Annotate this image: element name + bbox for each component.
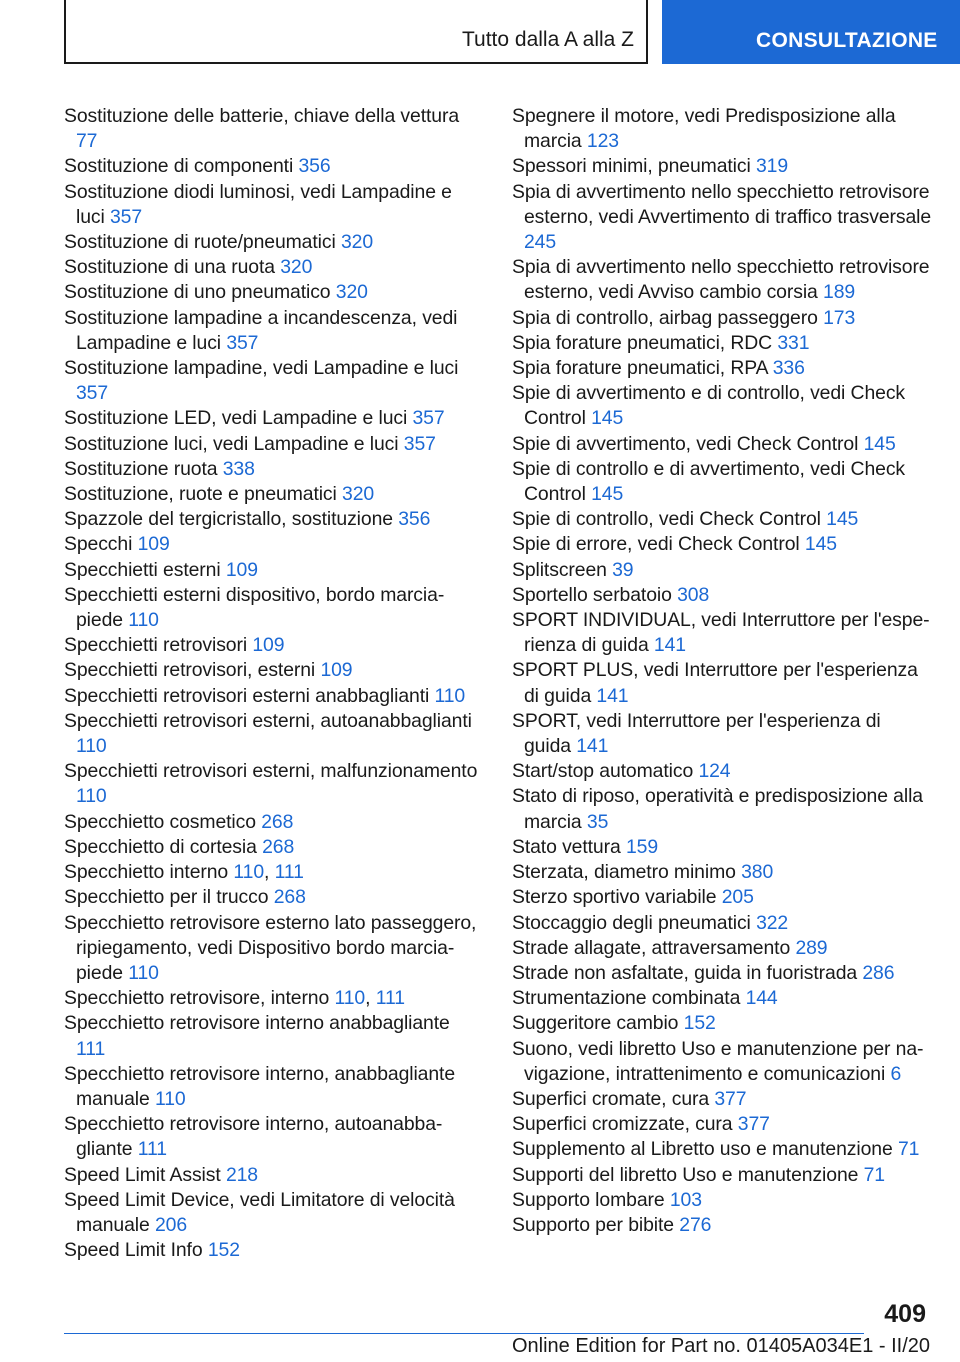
index-term: Spia di controllo, airbag passeggero (512, 306, 818, 329)
index-term: Sostituzione di componenti (64, 155, 294, 178)
index-term: Stoccaggio degli pneumatici (512, 911, 751, 934)
index-term: Supporto lombare (512, 1188, 665, 1211)
page-reference-link[interactable]: 144 (745, 987, 778, 1010)
index-entry (512, 885, 932, 910)
page-reference-link[interactable]: 111 (274, 861, 304, 884)
index-entry (64, 709, 484, 759)
index-entry (64, 810, 484, 835)
index-entry (64, 1188, 484, 1238)
index-term: Specchietti esterni dispositivo, bordo marciapiede (64, 583, 445, 632)
index-entry (64, 583, 484, 633)
index-term: Spie di errore, vedi Check Control (512, 533, 800, 556)
index-term: Strade allagate, attraversamento (512, 936, 791, 959)
index-term: Superfici cromate, cura (512, 1087, 710, 1110)
index-term: Specchietti esterni (64, 558, 221, 581)
page-reference-link[interactable]: 357 (412, 407, 445, 430)
page-reference-link[interactable]: 145 (804, 533, 837, 556)
index-entry (64, 633, 484, 658)
page-reference-link[interactable]: 145 (591, 483, 624, 506)
index-entry (512, 658, 932, 708)
page-reference-link[interactable]: 322 (756, 911, 789, 934)
index-term: SPORT PLUS, vedi Interruttore per l'esperienza di guida (512, 659, 918, 707)
index-entry (512, 104, 932, 154)
index-term: Sostituzione delle batterie, chiave della vettura (64, 105, 460, 127)
page-reference-link[interactable]: 377 (714, 1087, 747, 1110)
page-reference-link[interactable]: 356 (298, 155, 331, 178)
index-entry (512, 936, 932, 961)
page-reference-link[interactable]: 111 (137, 1138, 167, 1161)
index-entry (64, 558, 484, 583)
index-entry (64, 406, 484, 431)
index-term: Sostituzione lampadine, vedi Lampadine e luci (64, 357, 459, 380)
index-term: Spessori minimi, pneumatici (512, 155, 751, 178)
index-term: Splitscreen (512, 558, 607, 581)
index-term: Specchietto cosmetico (64, 810, 256, 833)
page-reference-link[interactable]: 109 (225, 558, 258, 581)
index-column-left (64, 104, 484, 1263)
index-entry (512, 986, 932, 1011)
page-reference-link[interactable]: 35 (586, 810, 609, 833)
index-term: Specchietti retrovisori, esterni (64, 659, 316, 682)
index-term: Specchietto retrovisore interno, anabbagliante manuale (64, 1062, 456, 1110)
page-reference-link[interactable]: 320 (342, 483, 375, 506)
index-term: Specchietto interno (64, 861, 229, 884)
page-reference-link[interactable]: 338 (222, 457, 255, 480)
page-reference-link[interactable]: 110 (128, 961, 159, 984)
page-reference-link[interactable]: 145 (863, 432, 896, 455)
index-entry (512, 154, 932, 179)
index-entry (64, 280, 484, 305)
page-reference-link[interactable]: 109 (320, 659, 353, 682)
page-reference-link[interactable]: 145 (591, 407, 624, 430)
index-entry (64, 230, 484, 255)
index-term: Spie di avvertimento, vedi Check Control (512, 432, 859, 455)
page-reference-link[interactable]: 377 (737, 1113, 770, 1136)
index-term: Specchietto retrovisore interno anabbagliante (64, 1012, 450, 1035)
index-term: Supporti del libretto Uso e manutenzione (512, 1163, 859, 1186)
index-term: Suono, vedi libretto Uso e manutenzione per navigazione, intrattenimento e comunicazioni (512, 1037, 924, 1085)
index-term: Stato vettura (512, 835, 621, 858)
chapter-title: CONSULTAZIONE (756, 29, 938, 52)
index-entry (512, 835, 932, 860)
index-entry (512, 1163, 932, 1188)
page-reference-link[interactable]: 320 (340, 231, 374, 254)
index-entry (512, 180, 932, 256)
index-term: Specchietti retrovisori esterni anabbaglianti (64, 684, 430, 707)
index-entry (512, 356, 932, 381)
index-entry (512, 911, 932, 936)
page-reference-link[interactable]: 110 (334, 987, 366, 1010)
index-term: Specchietti retrovisori esterni, malfunzionamento (64, 760, 478, 783)
index-entry (512, 860, 932, 885)
index-term: Specchietti retrovisori (64, 634, 248, 657)
index-term: Speed Limit Device, vedi Limitatore di velocità manuale (64, 1188, 455, 1236)
index-entry (64, 457, 484, 482)
index-term: Specchietto di cortesia (64, 835, 257, 858)
page-reference-link[interactable]: 110 (233, 861, 265, 884)
page-reference-link[interactable]: 319 (756, 155, 789, 178)
index-term: Speed Limit Assist (64, 1163, 221, 1186)
page-reference-link[interactable]: 111 (375, 987, 405, 1010)
page-reference-link[interactable]: 110 (434, 684, 466, 707)
page-reference-link[interactable]: 268 (273, 886, 306, 909)
index-term: Supplemento al Libretto uso e manutenzione (512, 1138, 893, 1161)
index-entry (512, 306, 932, 331)
page-reference-link[interactable]: 159 (625, 835, 659, 858)
index-term: Spie di avvertimento e di controllo, vedi Check Control (512, 382, 906, 430)
index-term: Sostituzione LED, vedi Lampadine e luci (64, 407, 408, 430)
page-reference-link[interactable]: 71 (863, 1163, 885, 1186)
index-entry (64, 482, 484, 507)
page-reference-link[interactable]: 110 (76, 735, 107, 758)
index-term: Speed Limit Info (64, 1239, 203, 1262)
index-term: Specchietti retrovisori esterni, autoanabbaglianti (64, 709, 472, 732)
page-reference-link[interactable]: 6 (890, 1062, 902, 1085)
page-reference-link[interactable]: 308 (677, 583, 710, 606)
page-reference-link[interactable]: 289 (795, 936, 828, 959)
index-term: Spie di controllo e di avvertimento, vedi Check Control (512, 457, 906, 506)
chapter-tab (662, 0, 960, 64)
section-title: Tutto dalla A alla Z (462, 28, 634, 51)
page-reference-link[interactable]: 218 (225, 1163, 258, 1186)
index-entry (64, 759, 484, 809)
index-term: Sostituzione ruota (64, 457, 218, 480)
index-entry (64, 835, 484, 860)
index-entry (64, 356, 484, 406)
index-entry (64, 180, 484, 230)
index-entry (64, 1011, 484, 1061)
index-term: Supporto per bibite (512, 1213, 674, 1236)
index-term: Sostituzione di uno pneumatico (64, 281, 331, 304)
index-entry (512, 784, 932, 834)
index-entry (64, 255, 484, 280)
page-reference-link[interactable]: 71 (897, 1138, 920, 1161)
page-reference-link[interactable]: 110 (76, 785, 107, 808)
page-reference-link[interactable]: 110 (128, 609, 159, 632)
footer-divider (64, 1333, 864, 1334)
page-reference-link[interactable]: 320 (335, 281, 368, 304)
index-term: Sostituzione diodi luminosi, vedi Lampadine e luci (64, 180, 452, 228)
index-entry (64, 1062, 484, 1112)
index-entry (64, 104, 484, 154)
page-reference-link[interactable]: 141 (653, 634, 686, 657)
index-term: Spia di avvertimento nello specchietto retrovisore esterno, vedi Avvertimento di traffico trasversale (512, 180, 932, 228)
index-term: Specchietto retrovisore esterno lato passeggero, ripiegamento, vedi Dispositivo bordo marciapiede (64, 911, 477, 984)
index-entry (512, 457, 932, 507)
index-term: Spia di avvertimento nello specchietto retrovisore esterno, vedi Avviso cambio corsia (512, 256, 930, 304)
page-reference-link[interactable]: 357 (76, 382, 109, 405)
index-entry (64, 306, 484, 356)
index-column-right (512, 104, 932, 1238)
page-reference-link[interactable]: 123 (586, 130, 619, 153)
page-reference-link[interactable]: 268 (261, 810, 294, 833)
index-term: Strumentazione combinata (512, 987, 741, 1010)
page-reference-link[interactable]: 152 (207, 1239, 240, 1262)
index-term: Sostituzione di ruote/pneumatici (64, 231, 336, 254)
index-entry (64, 885, 484, 910)
index-entry (512, 1011, 932, 1036)
page-reference-link[interactable]: 189 (823, 281, 856, 304)
page-reference-link[interactable]: 124 (698, 760, 731, 783)
page-reference-link[interactable]: 276 (679, 1213, 712, 1236)
page-reference-link[interactable]: 173 (823, 306, 856, 329)
page-reference-link[interactable]: 357 (403, 432, 436, 455)
page-reference-link[interactable]: 77 (76, 130, 98, 153)
page-number: 409 (884, 1300, 926, 1328)
page-reference-link[interactable]: 380 (741, 861, 774, 884)
index-term: Start/stop automatico (512, 760, 694, 783)
page-reference-link[interactable]: 109 (137, 533, 170, 556)
index-entry (512, 1188, 932, 1213)
index-entry (512, 961, 932, 986)
page-reference-link[interactable]: 336 (772, 357, 805, 380)
edition-note: Online Edition for Part no. 01405A034E1 - II/20 (511, 1335, 930, 1357)
page-reference-link[interactable]: 109 (252, 634, 285, 657)
index-entry (64, 154, 484, 179)
index-entry (64, 432, 484, 457)
index-term: Sportello serbatoio (512, 583, 672, 606)
page-reference-link[interactable]: 145 (826, 508, 859, 531)
index-entry (512, 331, 932, 356)
page-reference-link[interactable]: 357 (226, 331, 259, 354)
index-term: Specchietto retrovisore interno, autoanabbagliante (64, 1113, 443, 1161)
index-entry (512, 432, 932, 457)
index-term: Strade non asfaltate, guida in fuoristrada (512, 961, 858, 984)
index-entry (512, 1213, 932, 1238)
index-entry (64, 1112, 484, 1162)
index-entry (64, 532, 484, 557)
index-entry (64, 658, 484, 683)
index-term: SPORT, vedi Interruttore per l'esperienza di guida (512, 709, 881, 758)
index-term: Sostituzione di una ruota (64, 256, 275, 279)
index-entry (512, 532, 932, 557)
index-entry: Specchietto interno 110, 111 (64, 861, 304, 884)
index-entry (512, 558, 932, 583)
index-term: SPORT INDIVIDUAL, vedi Interruttore per l'esperienza di guida (512, 609, 930, 657)
index-term: Spegnere il motore, vedi Predisposizione alla marcia (512, 105, 896, 153)
page-reference-link[interactable]: 205 (721, 886, 754, 909)
index-term: Superfici cromizzate, cura (512, 1113, 733, 1136)
index-entry (512, 709, 932, 759)
index-term: Sostituzione lampadine a incandescenza, vedi Lampadine e luci (64, 306, 458, 354)
page-reference-link[interactable]: 320 (280, 256, 313, 279)
index-entry (512, 255, 932, 305)
index-term: Sostituzione, ruote e pneumatici (64, 483, 337, 506)
page-reference-link[interactable]: 357 (110, 205, 143, 228)
index-entry (512, 507, 932, 532)
index-entry (512, 583, 932, 608)
index-term: Sterzata, diametro minimo (512, 861, 736, 884)
page-reference-link[interactable]: 245 (524, 231, 557, 254)
index-entry (512, 1112, 932, 1137)
index-entry (512, 608, 932, 658)
index-term: Specchietto retrovisore, interno (64, 987, 330, 1010)
page-reference-link[interactable]: 141 (576, 735, 609, 758)
index-term: Specchi (64, 533, 133, 556)
index-entry (64, 1163, 484, 1188)
index-term: Specchietto per il trucco (64, 886, 269, 909)
page-reference-link[interactable]: 110 (154, 1087, 186, 1110)
index-term: Suggeritore cambio (512, 1012, 679, 1035)
page-reference-link[interactable]: 206 (154, 1213, 188, 1236)
index-term: Spia forature pneumatici, RDC (512, 331, 773, 354)
index-entry (64, 507, 484, 532)
page-reference-link[interactable]: 39 (612, 558, 634, 581)
index-entry (64, 1238, 484, 1263)
index-term: Sostituzione luci, vedi Lampadine e luci (64, 432, 399, 455)
page-reference-link[interactable]: 152 (683, 1012, 716, 1035)
index-entry (64, 684, 484, 709)
page-reference-link[interactable]: 111 (76, 1037, 106, 1060)
index-entry (512, 1037, 932, 1087)
index-term: Spie di controllo, vedi Check Control (512, 508, 821, 531)
section-header (64, 0, 648, 64)
page-reference-link[interactable]: 331 (777, 331, 810, 354)
page-reference-link[interactable]: 103 (669, 1188, 702, 1211)
index-term: Sterzo sportivo variabile (512, 886, 717, 909)
index-term: Stato di riposo, operatività e predisposizione alla marcia (512, 785, 923, 833)
index-term: Spazzole del tergicristallo, sostituzione (64, 508, 393, 531)
page-reference-link[interactable]: 141 (596, 684, 629, 707)
index-entry: Specchietto retrovisore, interno 110, 111 (64, 987, 405, 1010)
index-entry (512, 381, 932, 431)
index-entry (512, 1137, 932, 1162)
index-entry (512, 759, 932, 784)
index-entry (512, 1087, 932, 1112)
page-reference-link[interactable]: 356 (398, 508, 431, 531)
page-reference-link[interactable]: 268 (262, 835, 295, 858)
index-term: Spia forature pneumatici, RPA (512, 357, 768, 380)
page-reference-link[interactable]: 286 (862, 961, 895, 984)
index-entry (64, 911, 484, 987)
